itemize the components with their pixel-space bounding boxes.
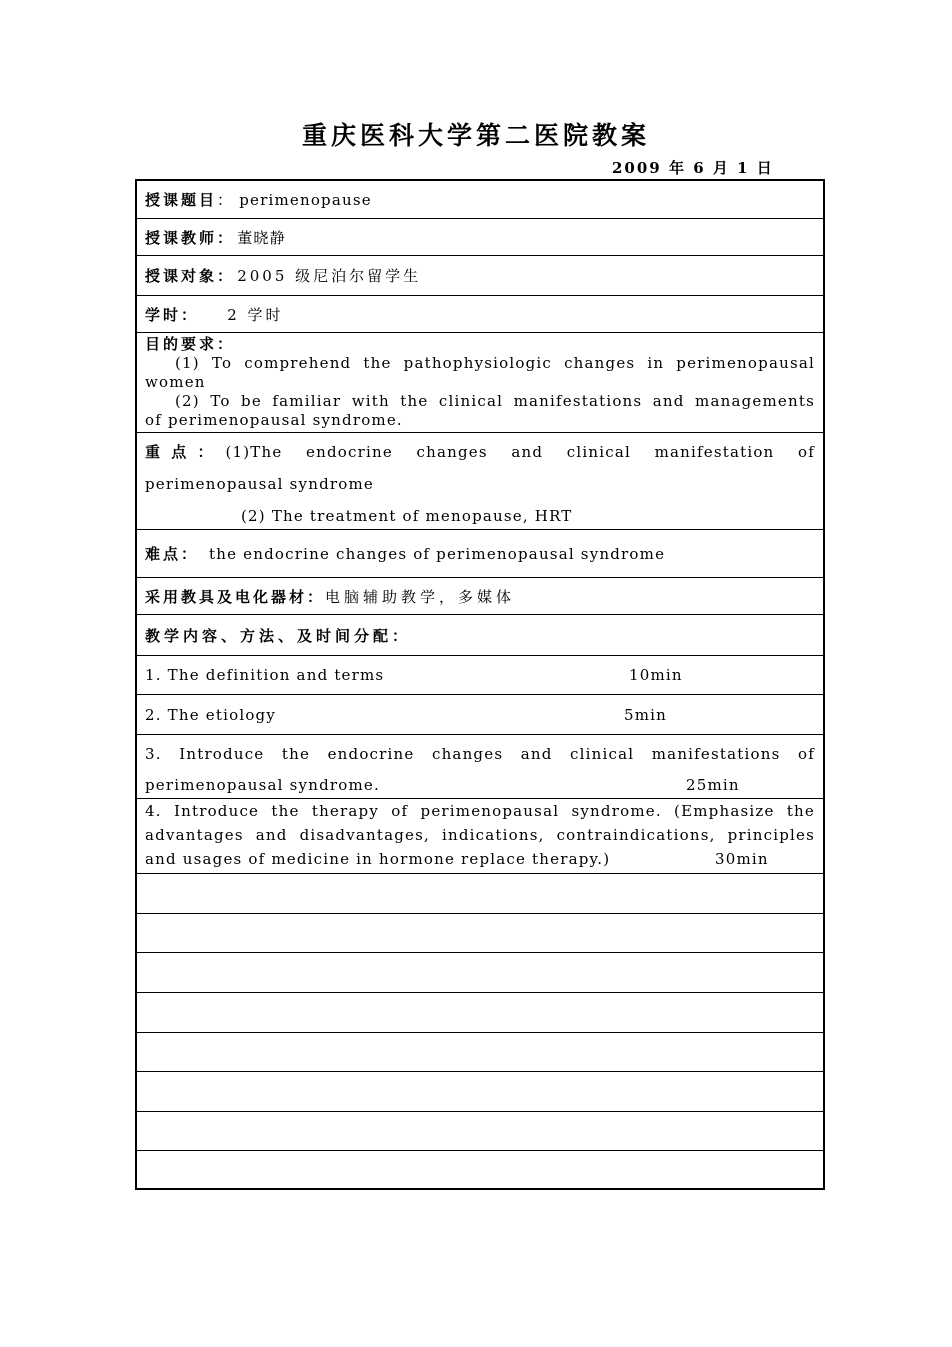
- row-difficulty: [137, 530, 823, 578]
- difficulty-value: the endocrine changes of perimenopausal syndrome: [209, 544, 666, 563]
- blank-row: [137, 1072, 823, 1112]
- content-item-4: [137, 799, 823, 874]
- lesson-plan-table: [135, 179, 825, 1190]
- audience-label: 授课对象: [145, 267, 218, 285]
- content-item-2: [137, 695, 823, 735]
- document-date: 2009 年 6 月 1 日: [612, 159, 774, 177]
- content-item-2-duration: 5min: [624, 705, 668, 724]
- teacher-sep: ：: [217, 228, 234, 247]
- hours-value: 2 学时: [227, 305, 284, 324]
- content-item-1-text: 1. The definition and terms: [145, 666, 385, 684]
- content-item-1-duration: 10min: [629, 666, 683, 684]
- content-item-3-line-b: perimenopausal syndrome.: [145, 776, 380, 794]
- objectives-label: 目的要求：: [145, 335, 236, 353]
- topic-value: perimenopause: [239, 190, 372, 209]
- content-item-3-duration: 25min: [686, 776, 740, 794]
- key-point-1-line-a: (1)The endocrine changes and clinical manifestation of: [225, 443, 815, 461]
- row-audience: [137, 256, 823, 296]
- blank-row: [137, 993, 823, 1033]
- content-item-4-line-a: 4. Introduce the therapy of perimenopausal syndrome. (Emphasize the: [145, 802, 815, 820]
- blank-row: [137, 1033, 823, 1072]
- content-item-4-line-b: advantages and disadvantages, indications, contraindications, principles: [145, 826, 815, 844]
- objective-1-line-b: women: [145, 373, 206, 391]
- topic-label: 授课题目: [145, 191, 218, 209]
- difficulty-label: 难点：: [145, 545, 200, 563]
- key-point-1-line-b: perimenopausal syndrome: [145, 475, 374, 493]
- content-item-2-text: 2. The etiology: [145, 705, 277, 724]
- row-objectives: [137, 333, 823, 433]
- content-item-1: [137, 656, 823, 695]
- content-item-4-line-c: and usages of medicine in hormone replace therapy.): [145, 850, 611, 868]
- content-item-3: [137, 735, 823, 799]
- hours-label: 学时: [145, 305, 182, 324]
- teacher-label: 授课教师: [145, 228, 218, 247]
- audience-value: 2005 级尼泊尔留学生: [237, 267, 422, 285]
- hours-sep: ：: [181, 305, 198, 324]
- blank-row: [137, 953, 823, 993]
- blank-row: [137, 914, 823, 953]
- blank-row: [137, 1151, 823, 1188]
- row-content-header: [137, 615, 823, 656]
- row-hours: [137, 296, 823, 333]
- blank-row: [137, 874, 823, 914]
- key-points-label: 重 点 ：: [145, 443, 216, 461]
- content-item-4-duration: 30min: [715, 850, 769, 868]
- objective-2-line-b: of perimenopausal syndrome.: [145, 411, 403, 429]
- teacher-value: 董晓静: [237, 228, 286, 247]
- row-teacher: [137, 219, 823, 256]
- row-tools: [137, 578, 823, 615]
- document-title: 重庆医科大学第二医院教案: [301, 121, 650, 150]
- key-point-2: (2) The treatment of menopause, HRT: [241, 507, 573, 525]
- audience-sep: ：: [217, 267, 234, 285]
- content-item-3-line-a: 3. Introduce the endocrine changes and clinical manifestations of: [145, 745, 815, 763]
- tools-value: 电脑辅助教学，多媒体: [325, 587, 516, 606]
- blank-row: [137, 1112, 823, 1151]
- topic-sep: ：: [217, 191, 234, 209]
- content-header-label: 教学内容、方法、及时间分配：: [145, 626, 412, 645]
- tools-label: 采用教具及电化器材：: [145, 587, 326, 606]
- objective-2-line-a: (2) To be familiar with the clinical manifestations and managements: [175, 392, 815, 410]
- row-topic: [137, 181, 823, 219]
- row-key-points: [137, 433, 823, 530]
- objective-1-line-a: (1) To comprehend the pathophysiologic changes in perimenopausal: [175, 354, 815, 372]
